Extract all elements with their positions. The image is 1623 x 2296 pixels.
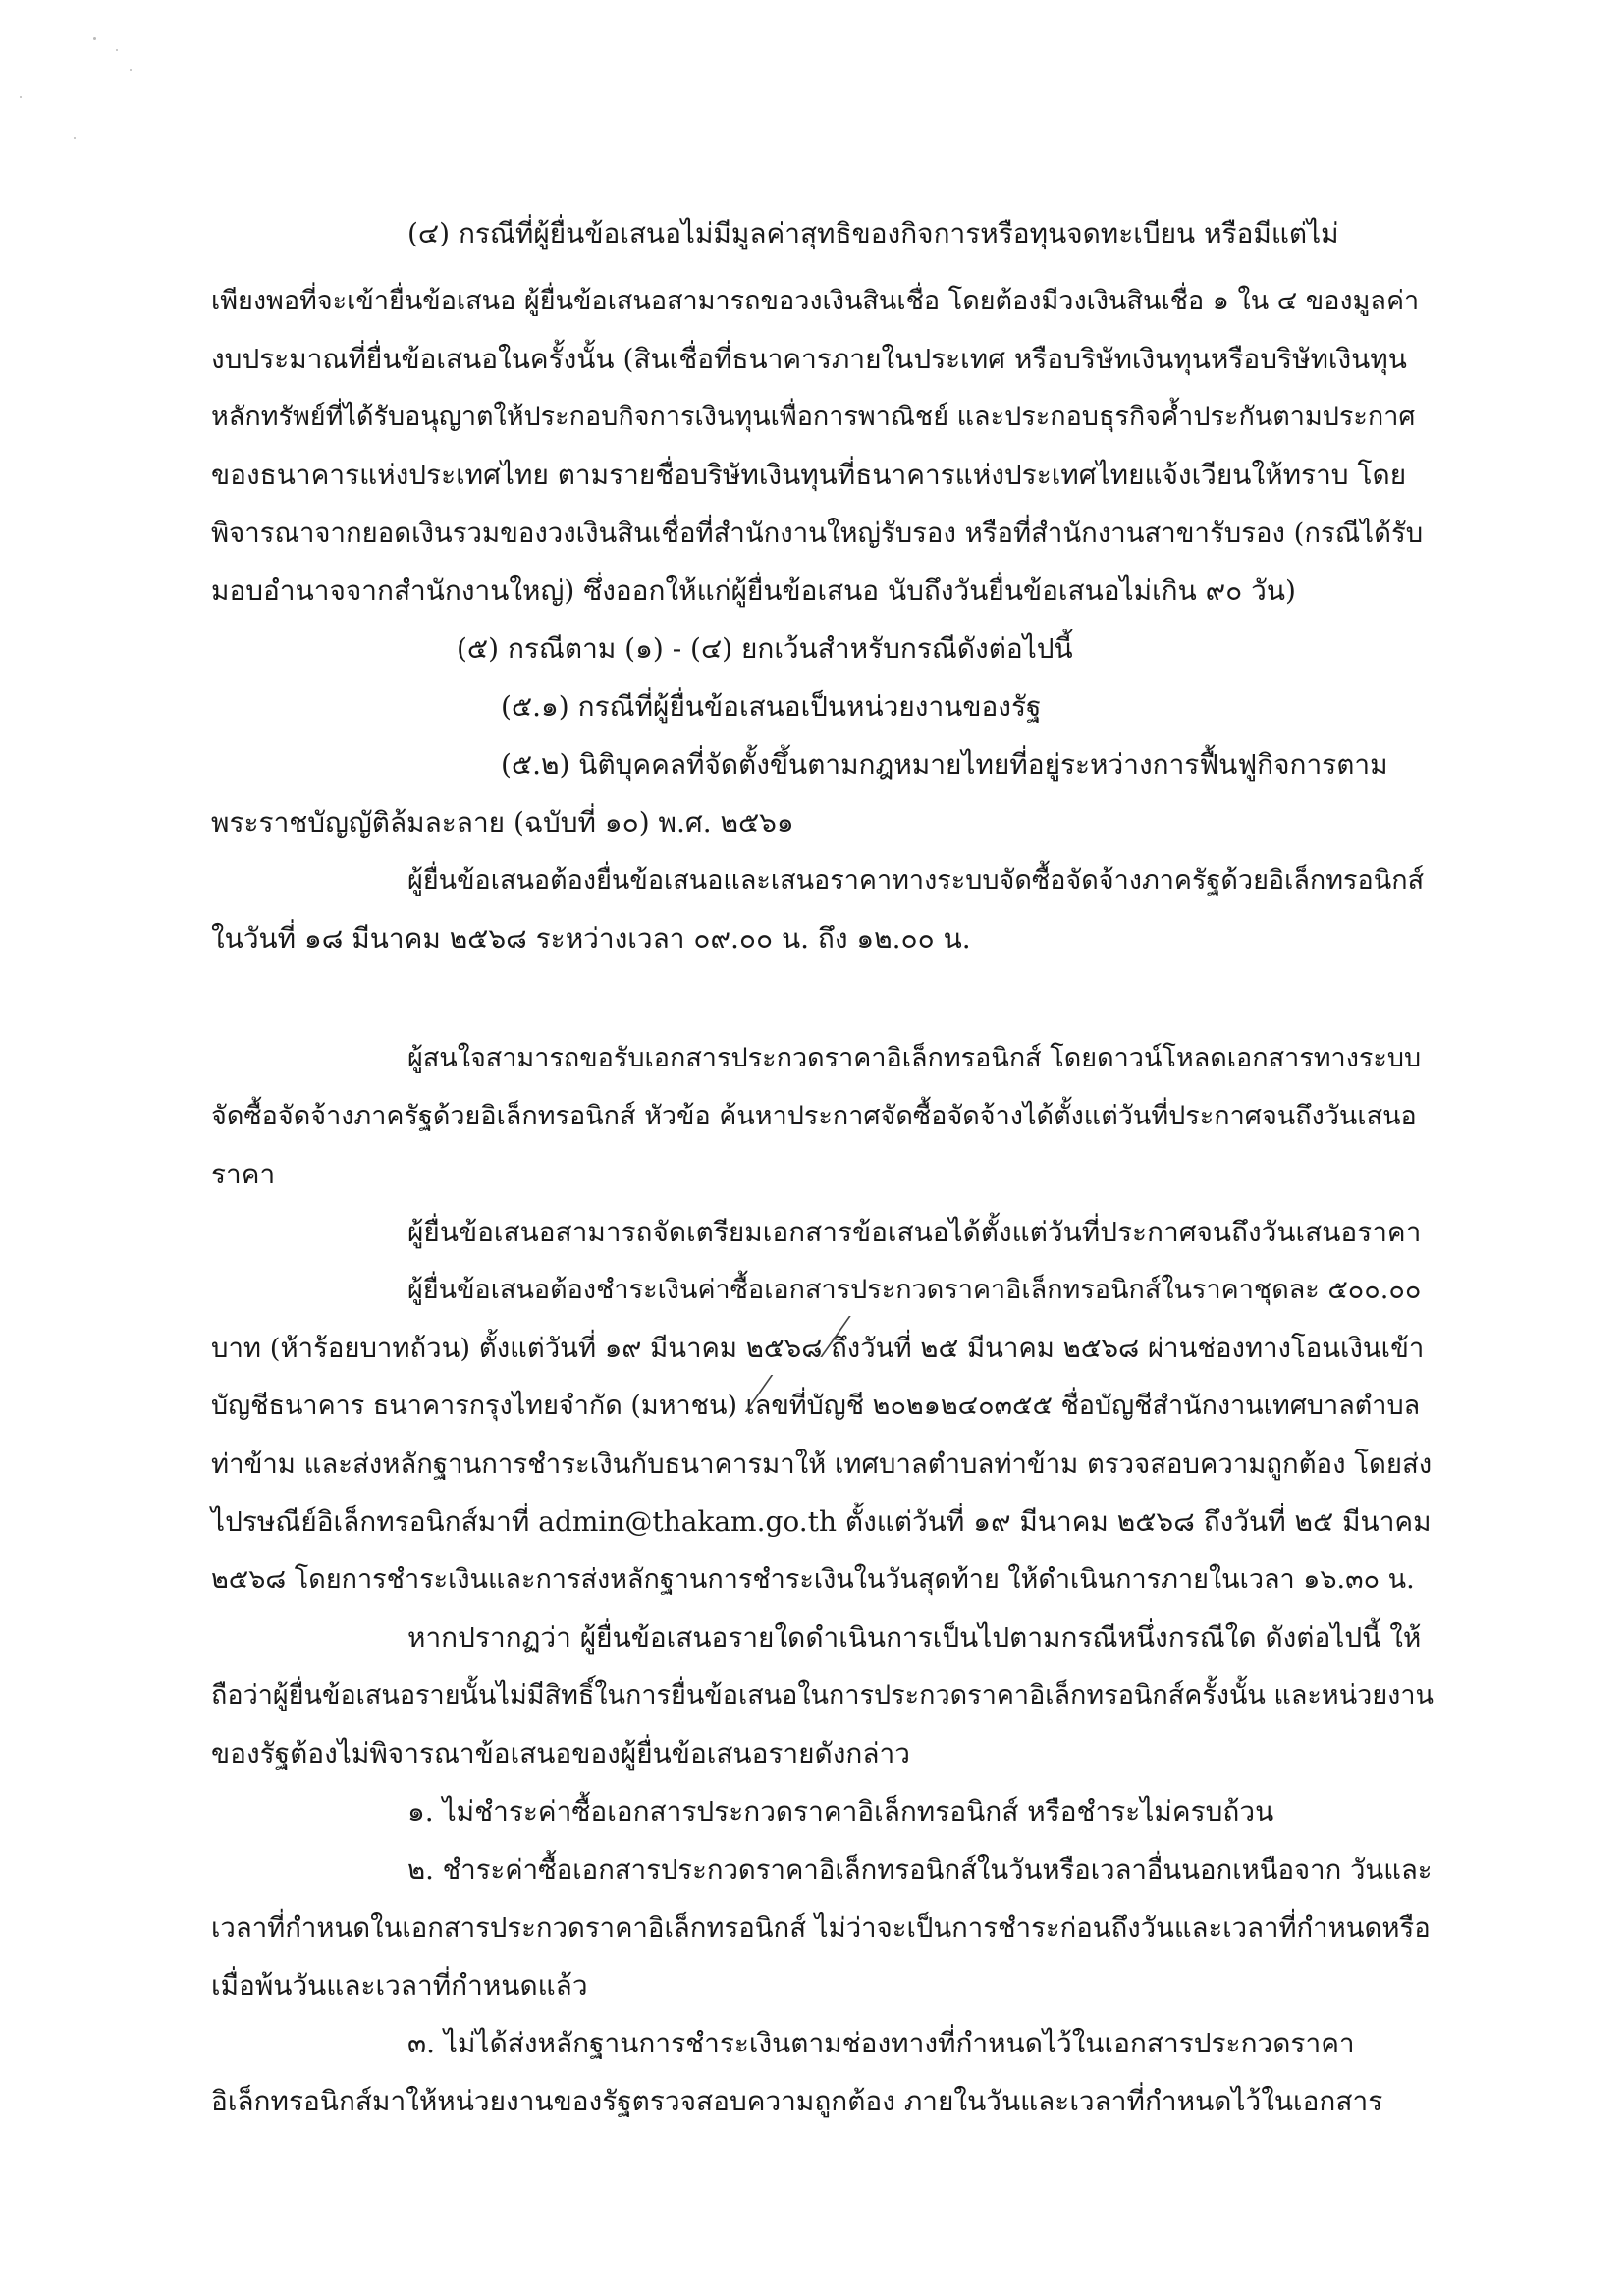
paragraph-line: ในวันที่ ๑๘ มีนาคม ๒๕๖๘ ระหว่างเวลา ๐๙.๐๐ น. ถึง ๑๒.๐๐ น. <box>211 922 971 955</box>
scan-speck <box>130 69 132 71</box>
paragraph-line: ราคา <box>211 1158 276 1190</box>
paragraph-line: เพียงพอที่จะเข้ายื่นข้อเสนอ ผู้ยื่นข้อเสนอสามารถขอวงเงินสินเชื่อ โดยต้องมีวงเงินสินเชื่อ ๑ ใน ๔ ของมูลค่า <box>211 286 1420 316</box>
scan-speck <box>74 137 76 139</box>
paragraph-line: ไปรษณีย์อิเล็กทรอนิกส์มาที่ admin@thakam.go.th ตั้งแต่วันที่ ๑๙ มีนาคม ๒๕๖๘ ถึงวันที่ ๒๕ มีนาคม <box>211 1505 1432 1538</box>
paragraph-line: งบประมาณที่ยื่นข้อเสนอในครั้งนั้น (สินเชื่อที่ธนาคารภายในประเทศ หรือบริษัทเงินทุนหรือบริษัทเงินทุน <box>211 343 1407 375</box>
paragraph-line: ของธนาคารแห่งประเทศไทย ตามรายชื่อบริษัทเงินทุนที่ธนาคารแห่งประเทศไทยแจ้งเวียนให้ทราบ โดย <box>211 459 1407 491</box>
paragraph-line: ผู้ยื่นข้อเสนอต้องชำระเงินค่าซื้อเอกสารประกวดราคาอิเล็กทรอนิกส์ในราคาชุดละ ๕๐๐.๐๐ <box>407 1275 1422 1305</box>
paragraph-line: ท่าข้าม และส่งหลักฐานการชำระเงินกับธนาคารมาให้ เทศบาลตำบลท่าข้าม ตรวจสอบความถูกต้อง โดยส่ง <box>211 1449 1433 1480</box>
paragraph-line: มอบอำนาจจากสำนักงานใหญ่) ซึ่งออกให้แก่ผู้ยื่นข้อเสนอ นับถึงวันยื่นข้อเสนอไม่เกิน ๙๐ วัน) <box>211 574 1296 607</box>
paragraph-line: บาท (ห้าร้อยบาทถ้วน) ตั้งแต่วันที่ ๑๙ มีนาคม ๒๕๖๘ ถึงวันที่ ๒๕ มีนาคม ๒๕๖๘ ผ่านช่องทางโอนเงินเข้า <box>211 1333 1425 1364</box>
paragraph-line: หลักทรัพย์ที่ได้รับอนุญาตให้ประกอบกิจการเงินทุนเพื่อการพาณิชย์ และประกอบธุรกิจค้ำประกันตามประกาศ <box>211 402 1416 432</box>
paragraph-line: บัญชีธนาคาร ธนาคารกรุงไทยจำกัด (มหาชน) เลขที่บัญชี ๒๐๒๑๒๔๐๓๕๕ ชื่อบัญชีสำนักงานเทศบาลตำบล <box>211 1391 1421 1421</box>
paragraph-line: ๒๕๖๘ โดยการชำระเงินและการส่งหลักฐานการชำระเงินในวันสุดท้าย ให้ดำเนินการภายในเวลา ๑๖.๓๐ น. <box>211 1564 1415 1595</box>
scan-speck <box>20 96 22 98</box>
paragraph-line: เมื่อพ้นวันและเวลาที่กำหนดแล้ว <box>211 1969 588 2001</box>
paragraph-line: (๔) กรณีที่ผู้ยื่นข้อเสนอไม่มีมูลค่าสุทธิของกิจการหรือทุนจดทะเบียน หรือมีแต่ไม่ <box>407 217 1339 249</box>
paragraph-line: ผู้ยื่นข้อเสนอต้องยื่นข้อเสนอและเสนอราคาทางระบบจัดซื้อจัดจ้างภาครัฐด้วยอิเล็กทรอนิกส์ <box>407 865 1425 896</box>
paragraph-line: ๒. ชำระค่าซื้อเอกสารประกวดราคาอิเล็กทรอนิกส์ในวันหรือเวลาอื่นนอกเหนือจาก วันและ <box>407 1854 1433 1886</box>
paragraph-line: (๕.๒) นิติบุคคลที่จัดตั้งขึ้นตามกฎหมายไทยที่อยู่ระหว่างการฟื้นฟูกิจการตาม <box>501 748 1388 781</box>
paragraph-line: ๑. ไม่ชำระค่าซื้อเอกสารประกวดราคาอิเล็กทรอนิกส์ หรือชำระไม่ครบถ้วน <box>407 1795 1274 1828</box>
paragraph-line: พระราชบัญญัติล้มละลาย (ฉบับที่ ๑๐) พ.ศ. ๒๕๖๑ <box>211 806 794 839</box>
paragraph-line: ของรัฐต้องไม่พิจารณาข้อเสนอของผู้ยื่นข้อเสนอรายดังกล่าว <box>211 1737 910 1770</box>
paragraph-line: (๕) กรณีตาม (๑) - (๔) ยกเว้นสำหรับกรณีดังต่อไปนี้ <box>457 632 1073 665</box>
scan-speck <box>116 49 118 51</box>
paragraph-line: พิจารณาจากยอดเงินรวมของวงเงินสินเชื่อที่สำนักงานใหญ่รับรอง หรือที่สำนักงานสาขารับรอง (กรณีได้รับ <box>211 518 1424 549</box>
paragraph-line: ผู้ยื่นข้อเสนอสามารถจัดเตรียมเอกสารข้อเสนอได้ตั้งแต่วันที่ประกาศจนถึงวันเสนอราคา <box>407 1216 1422 1248</box>
paragraph-line: ถือว่าผู้ยื่นข้อเสนอรายนั้นไม่มีสิทธิ์ในการยื่นข้อเสนอในการประกวดราคาอิเล็กทรอนิกส์ครั้งนั้น และหน่วยงาน <box>211 1680 1434 1711</box>
paragraph-line: อิเล็กทรอนิกส์มาให้หน่วยงานของรัฐตรวจสอบความถูกต้อง ภายในวันและเวลาที่กำหนดไว้ในเอกสาร <box>211 2085 1383 2117</box>
paragraph-line: (๕.๑) กรณีที่ผู้ยื่นข้อเสนอเป็นหน่วยงานของรัฐ <box>501 690 1042 723</box>
scan-speck <box>93 37 96 40</box>
paragraph-line: เวลาที่กำหนดในเอกสารประกวดราคาอิเล็กทรอนิกส์ ไม่ว่าจะเป็นการชำระก่อนถึงวันและเวลาที่กำหนดหรือ <box>211 1912 1431 1943</box>
paragraph-line: ๓. ไม่ได้ส่งหลักฐานการชำระเงินตามช่องทางที่กำหนดไว้ในเอกสารประกวดราคา <box>407 2027 1355 2059</box>
paragraph-line: ผู้สนใจสามารถขอรับเอกสารประกวดราคาอิเล็กทรอนิกส์ โดยดาวน์โหลดเอกสารทางระบบ <box>407 1043 1422 1073</box>
paragraph-line: จัดซื้อจัดจ้างภาครัฐด้วยอิเล็กทรอนิกส์ หัวข้อ ค้นหาประกาศจัดซื้อจัดจ้างได้ตั้งแต่วันที่ประกาศจนถึงวันเสนอ <box>211 1101 1417 1131</box>
paragraph-line: หากปรากฏว่า ผู้ยื่นข้อเสนอรายใดดำเนินการเป็นไปตามกรณีหนึ่งกรณีใด ดังต่อไปนี้ ให้ <box>407 1621 1422 1654</box>
